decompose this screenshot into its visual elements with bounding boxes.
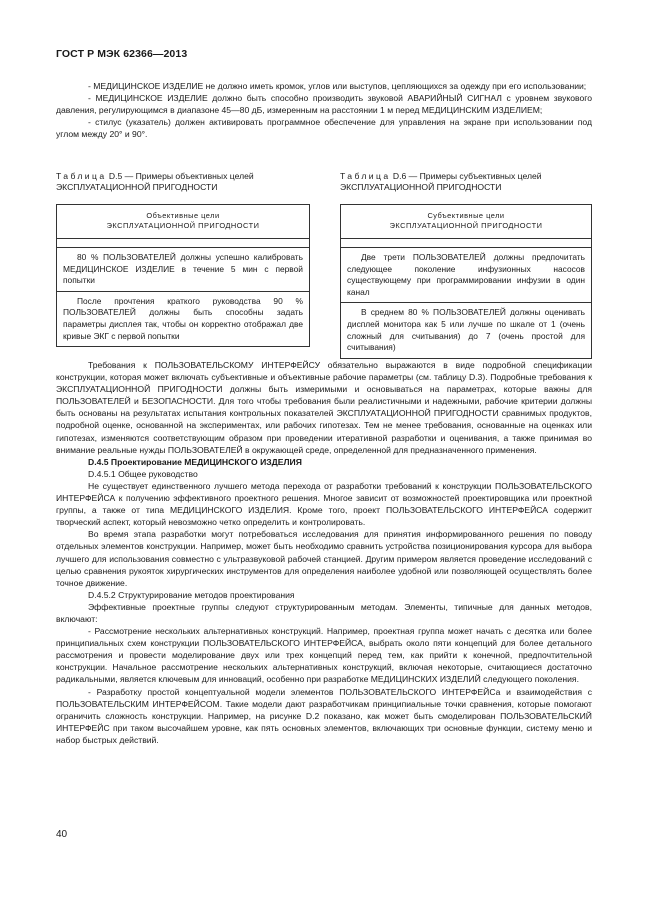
subsection-heading: D.4.5.1 Общее руководство bbox=[88, 468, 198, 479]
list-item: - МЕДИЦИНСКОЕ ИЗДЕЛИЕ должно быть способно производить звуковой АВАРИЙНЫЙ СИГНАЛ с уровнем звукового давления, регулирующимся в диапазоне 45—80 дБ, измеренным на расстоянии 1 м перед МЕДИЦИНСКИМ ИЗДЕЛИЕМ; bbox=[56, 93, 592, 116]
table-cell: В среднем 80 % ПОЛЬЗОВАТЕЛЕЙ должны оценивать дисплей монитора как 5 или лучше по шкале от 1 (очень сложный для считывания) до 7 (очень простой для считывания) bbox=[341, 303, 592, 358]
list-item: - стилус (указатель) должен активировать программное обеспечение для управления на экране при использовании под углом между 20° и 90°. bbox=[56, 117, 592, 140]
table-header: Объективные цели ЭКСПЛУАТАЦИОННОЙ ПРИГОДНОСТИ bbox=[57, 205, 310, 239]
caption-line2: ЭКСПЛУАТАЦИОННОЙ ПРИГОДНОСТИ bbox=[56, 182, 218, 192]
main-text bbox=[56, 359, 592, 746]
table-cell: После прочтения краткого руководства 90 % ПОЛЬЗОВАТЕЛЕЙ должны быть способны задать параметры дисплея так, чтобы он корректно отображал две кривые ЭКГ с первой попытки bbox=[57, 291, 310, 346]
table-cell: 80 % ПОЛЬЗОВАТЕЛЕЙ должны успешно калибровать МЕДИЦИНСКОЕ ИЗДЕЛИЕ в течение 5 мин с первой попытки bbox=[57, 248, 310, 292]
caption-label: Таблица bbox=[56, 171, 107, 181]
table-d6-caption bbox=[340, 171, 600, 193]
list-item: - Рассмотрение нескольких альтернативных конструкций. Например, проектная группа может начать с десятка или более принципиальных схем конструкции ПОЛЬЗОВАТЕЛЬСКОГО ИНТЕРФЕЙСА, выбрать около пяти концепций для более детального рассмотрения и провести моделирование двух или трех концепций перед тем, как прийти к конечной, предпочтительной конструкции. Начальное рассмотрение нескольких альтернативных конструкций, включая некоторые, считающиеся достаточно радикальными, является ключевым для инноваций, особенно при разработке МЕДИЦИНСКИХ ИЗДЕЛИЙ следующего поколения. bbox=[56, 626, 592, 685]
table-d5-caption bbox=[56, 171, 316, 193]
caption-text: D.6 — Примеры субъективных целей bbox=[392, 171, 542, 181]
table-d5 bbox=[56, 204, 310, 347]
document-header: ГОСТ Р МЭК 62366—2013 bbox=[56, 48, 188, 60]
page-number: 40 bbox=[56, 829, 68, 840]
table-header: Субъективные цели ЭКСПЛУАТАЦИОННОЙ ПРИГОДНОСТИ bbox=[341, 205, 592, 239]
caption-line2: ЭКСПЛУАТАЦИОННОЙ ПРИГОДНОСТИ bbox=[340, 182, 502, 192]
section-heading: D.4.5 Проектирование МЕДИЦИНСКОГО ИЗДЕЛИЯ bbox=[88, 456, 302, 467]
table-cell: Две трети ПОЛЬЗОВАТЕЛЕЙ должны предпочитать следующее поколение инфузионных насосов существующему при программировании инфузии в один канал bbox=[341, 248, 592, 303]
paragraph: Требования к ПОЛЬЗОВАТЕЛЬСКОМУ ИНТЕРФЕЙСУ обязательно выражаются в виде подробной спецификации конструкции, которая может включать субъективные и объективные рабочие параметры (см. таблицу D.3). Подробные требования к ЭКСПЛУАТАЦИОННОЙ ПРИГОДНОСТИ должны быть измеримыми и основываться на параметрах, которые важны для ПОЛЬЗОВАТЕЛЕЙ и БЕЗОПАСНОСТИ. Для того чтобы требования были реалистичными и надежными, рабочие критерии должны быть основаны на результатах испытания контрольных показателей ЭКСПЛУАТАЦИОННОЙ ПРИГОДНОСТИ сравнимых продуктов, подробной оценке, основанной на экспериментах, или рабочих гипотезах. Тем не менее требования, основанные на оценках или гипотезах, изменяются соответствующим образом при проведении итеративной разработки и оценивания, а также принимая во внимание реальные нужды ПОЛЬЗОВАТЕЛЕЙ в окружающей среде, определенной для предназначенного применения. bbox=[56, 360, 592, 455]
paragraph: Эффективные проектные группы следуют структурированным методам. Элементы, типичные для данных методов, включают: bbox=[56, 601, 592, 624]
intro-list bbox=[56, 80, 592, 140]
subsection-heading: D.4.5.2 Структурирование методов проектирования bbox=[88, 589, 295, 600]
list-item: - МЕДИЦИНСКОЕ ИЗДЕЛИЕ не должно иметь кромок, углов или выступов, цепляющихся за одежду при его использовании; bbox=[88, 81, 587, 91]
paragraph: Во время этапа разработки могут потребоваться исследования для принятия информированного решения по поводу отдельных элементов конструкции. Например, может быть необходимо сравнить устройства позиционирования курсора для выбора лучшего для использования совместно с ультразвуковой рабочей станцией. Другим примером является проведение исследований с целью сравнения рукояток хирургических инструментов для определения наиболее удобной или позволяющей осуществлять более точное движение. bbox=[56, 529, 592, 588]
table-d6 bbox=[340, 204, 592, 359]
caption-label: Таблица bbox=[340, 171, 391, 181]
paragraph: Не существует единственного лучшего метода перехода от разработки требований к конструкции ПОЛЬЗОВАТЕЛЬСКОГО ИНТЕРФЕЙСА к получению эффективного проектного решения. Многое зависит от возможностей проектировщика или проектной группы, а также от типа МЕДИЦИНСКОГО ИЗДЕЛИЯ. Кроме того, проект ПОЛЬЗОВАТЕЛЬСКОГО ИНТЕРФЕЙСА содержит творческий аспект, который невозможно четко определить и контролировать. bbox=[56, 480, 592, 528]
caption-text: D.5 — Примеры объективных целей bbox=[108, 171, 254, 181]
list-item: - Разработку простой концептуальной модели элементов ПОЛЬЗОВАТЕЛЬСКОГО ИНТЕРФЕЙСа и взаимодействия с ПОЛЬЗОВАТЕЛЬСКИМ ИНТЕРФЕЙСОМ. Такие модели дают разработчикам принципиальные точки сравнения, которые помогают ограничить сложность конструкции. Например, на рисунке D.2 показано, как может быть смоделирован ПОЛЬЗОВАТЕЛЬСКИЙ ИНТЕРФЕЙС при таком высочайшем уровне, как пять основных элементов, включающих три основные функции, систему меню и набор быстрых действий. bbox=[56, 686, 592, 745]
